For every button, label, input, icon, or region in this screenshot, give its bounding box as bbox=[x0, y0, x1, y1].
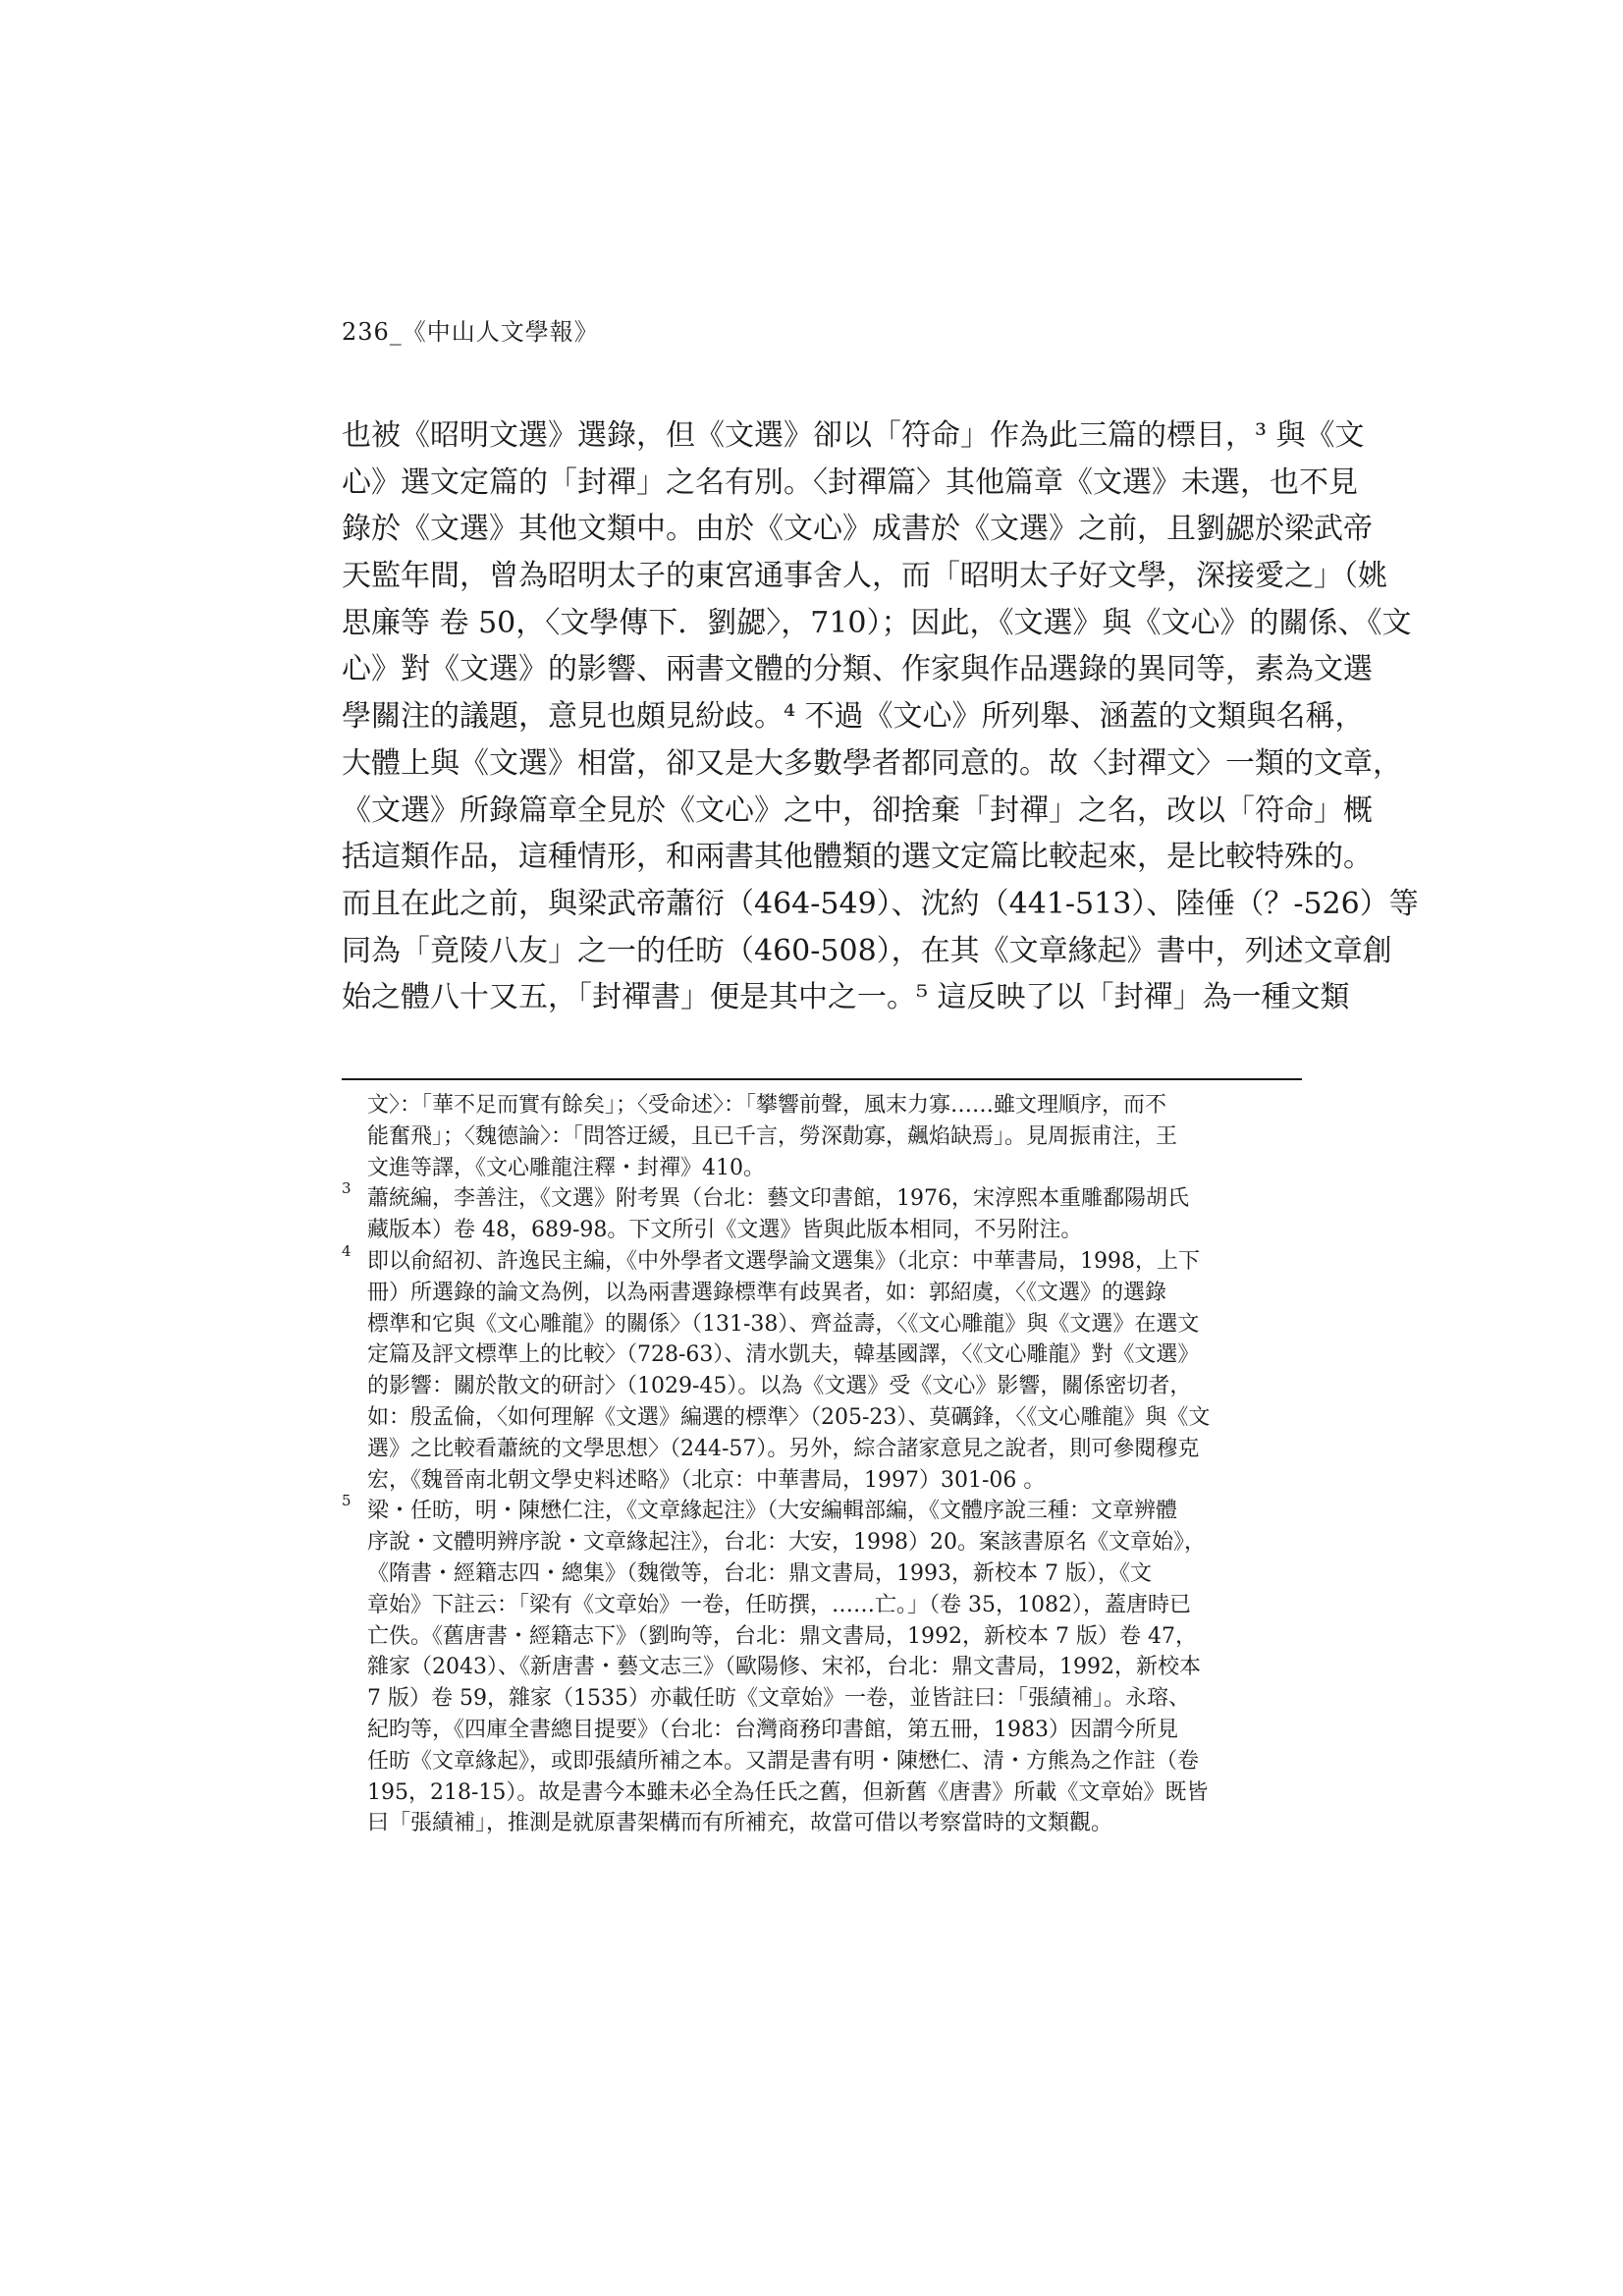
footnote-line bbox=[342, 1278, 1304, 1309]
footnote-text: 冊）所選錄的論文為例，以為兩書選錄標準有歧異者，如：郭紹虞，〈《文選》的選錄 bbox=[367, 1280, 1167, 1305]
footnote-divider bbox=[342, 1078, 1302, 1080]
footnote-text: 標準和它與《文心雕龍》的關係〉（131-38）、齊益壽，〈《文心雕龍》與《文選》在選文 bbox=[367, 1311, 1200, 1337]
body-line: 始之體八十又五，「封禪書」便是其中之一。⁵ 這反映了以「封禪」為一種文類 bbox=[342, 980, 1350, 1015]
footnote-line bbox=[342, 1652, 1304, 1683]
footnote-text: 選》之比較看蕭統的文學思想〉（244-57）。另外，綜合諸家意見之說者，則可參閱穆克 bbox=[367, 1436, 1200, 1461]
footnote-line bbox=[342, 1808, 1304, 1839]
footnotes bbox=[342, 1090, 1304, 1839]
footnote-text: 如：殷孟倫，〈如何理解《文選》編選的標準〉（205-23）、莫礪鋒，〈《文心雕龍》與《文 bbox=[367, 1404, 1211, 1430]
body-line: 學關注的議題，意見也頗見紛歧。⁴ 不過《文心》所列舉、涵蓋的文類與名稱， bbox=[342, 699, 1365, 735]
footnote-line bbox=[342, 1558, 1304, 1590]
footnote-text: 《隋書・經籍志四・總集》（魏徵等，台北：鼎文書局，1993，新校本 7 版），《文 bbox=[367, 1560, 1152, 1586]
footnote-text: 即以俞紹初、許逸民主編，《中外學者文選學論文選集》（北京：中華書局，1998，上下 bbox=[367, 1248, 1200, 1274]
footnote-line bbox=[342, 1434, 1304, 1465]
body-line: 括這類作品，這種情形，和兩書其他體類的選文定篇比較起來，是比較特殊的。 bbox=[342, 840, 1373, 875]
footnote-line bbox=[342, 1215, 1304, 1246]
body-line: 大體上與《文選》相當，卻又是大多數學者都同意的。故〈封禪文〉一類的文章， bbox=[342, 745, 1402, 781]
footnote-line bbox=[342, 1492, 1304, 1527]
footnote-line bbox=[342, 1371, 1304, 1402]
running-header: 236_《中山人文學報》 bbox=[342, 318, 599, 346]
footnote-line bbox=[342, 1179, 1304, 1215]
footnote-line bbox=[342, 1402, 1304, 1434]
footnote-text: 雜家（2043）、《新唐書・藝文志三》（歐陽修、宋祁，台北：鼎文書局，1992，新校本 bbox=[367, 1655, 1201, 1680]
footnote-line bbox=[342, 1621, 1304, 1653]
footnote-line bbox=[342, 1777, 1304, 1809]
body-text bbox=[342, 412, 1419, 1021]
footnote-line bbox=[342, 1746, 1304, 1777]
footnote-text: 195，218-15）。故是書今本雖未必全為任氏之舊，但新舊《唐書》所載《文章始》既皆 bbox=[367, 1779, 1209, 1805]
footnote-text: 能奮飛」；〈魏德論〉：「問答迂緩，且已千言，勞深勣寡，飆焰缺焉」。見周振甫注，王 bbox=[367, 1123, 1178, 1149]
footnote-line bbox=[342, 1339, 1304, 1371]
body-line: 同為「竟陵八友」之一的任昉（460-508），在其《文章緣起》書中，列述文章創 bbox=[342, 933, 1392, 968]
footnote-text: 文進等譯，《文心雕龍注釋・封禪》410。 bbox=[367, 1155, 765, 1180]
footnote-text: 序說・文體明辨序說・文章緣起注》，台北：大安，1998）20。案該書原名《文章始》， bbox=[367, 1530, 1206, 1556]
footnote-line bbox=[342, 1715, 1304, 1746]
footnote-line bbox=[342, 1683, 1304, 1715]
body-line: 也被《昭明文選》選錄，但《文選》卻以「符命」作為此三篇的標目，³ 與《文 bbox=[342, 418, 1365, 453]
footnote-line bbox=[342, 1465, 1304, 1497]
footnote-number: 5 bbox=[342, 1492, 352, 1510]
body-line: 心》對《文選》的影響、兩書文體的分類、作家與作品選錄的異同等，素為文選 bbox=[342, 652, 1373, 687]
footnote-number: 4 bbox=[342, 1241, 352, 1260]
footnote-text: 紀昀等，《四庫全書總目提要》（台北：台灣商務印書館，第五冊，1983）因謂今所見 bbox=[367, 1717, 1178, 1742]
footnote-line bbox=[342, 1309, 1304, 1340]
body-line: 心》選文定篇的「封禪」之名有別。〈封禪篇〉其他篇章《文選》未選，也不見 bbox=[342, 465, 1358, 500]
footnote-number: 3 bbox=[342, 1179, 352, 1198]
footnote-text: 蕭統編，李善注，《文選》附考異（台北：藝文印書館，1976，宋淳熙本重雕鄱陽胡氏 bbox=[367, 1186, 1189, 1212]
body-line: 天監年間，曾為昭明太子的東宮通事舍人，而「昭明太子好文學，深接愛之」（姚 bbox=[342, 559, 1387, 594]
footnote-text: 定篇及評文標準上的比較〉（728-63）、清水凱夫，韓基國譯，〈《文心雕龍》對《文選》 bbox=[367, 1342, 1200, 1368]
footnote-text: 藏版本）卷 48，689-98。下文所引《文選》皆與此版本相同，不另附注。 bbox=[367, 1218, 1083, 1243]
footnote-text: 曰「張績補」，推測是就原書架構而有所補充，故當可借以考察當時的文類觀。 bbox=[367, 1811, 1113, 1836]
footnote-text: 亡佚。《舊唐書・經籍志下》（劉昫等，台北：鼎文書局，1992，新校本 7 版）卷 47， bbox=[367, 1623, 1197, 1649]
footnote-line bbox=[342, 1590, 1304, 1621]
footnote-text: 文〉：「華不足而實有餘矣」；〈受命述〉：「攀響前聲，風末力寡……雖文理順序，而不 bbox=[367, 1093, 1167, 1118]
footnote-text: 梁・任昉，明・陳懋仁注，《文章緣起注》（大安編輯部編，《文體序說三種：文章辨體 bbox=[367, 1499, 1178, 1524]
footnote-text: 7 版）卷 59，雜家（1535）亦載任昉《文章始》一卷，並皆註曰：「張績補」。永瑢、 bbox=[367, 1686, 1190, 1712]
footnote-text: 宏，《魏晉南北朝文學史料述略》（北京：中華書局，1997）301-06 。 bbox=[367, 1467, 1046, 1493]
body-line: 而且在此之前，與梁武帝蕭衍（464-549）、沈約（441-513）、陸倕（？-526）等 bbox=[342, 886, 1419, 921]
body-line: 思廉等 卷 50，〈文學傳下．劉勰〉，710）；因此，《文選》與《文心》的關係、《文 bbox=[342, 605, 1412, 640]
footnote-line bbox=[342, 1153, 1304, 1184]
footnote-line bbox=[342, 1527, 1304, 1558]
footnote-text: 任昉《文章緣起》，或即張績所補之本。又謂是書有明・陳懋仁、清・方熊為之作註（卷 bbox=[367, 1748, 1200, 1774]
footnote-line bbox=[342, 1121, 1304, 1153]
footnote-line bbox=[342, 1241, 1304, 1278]
footnote-text: 的影響：關於散文的研討〉（1029-45）。以為《文選》受《文心》影響，關係密切者， bbox=[367, 1374, 1192, 1399]
body-line: 《文選》所錄篇章全見於《文心》之中，卻捨棄「封禪」之名，改以「符命」概 bbox=[342, 793, 1373, 828]
footnote-text: 章始》下註云：「梁有《文章始》一卷，任昉撰，……亡。」（卷 35，1082），蓋唐時已 bbox=[367, 1592, 1191, 1617]
footnote-line bbox=[342, 1090, 1304, 1121]
body-line: 錄於《文選》其他文類中。由於《文心》成書於《文選》之前，且劉勰於梁武帝 bbox=[342, 512, 1373, 547]
